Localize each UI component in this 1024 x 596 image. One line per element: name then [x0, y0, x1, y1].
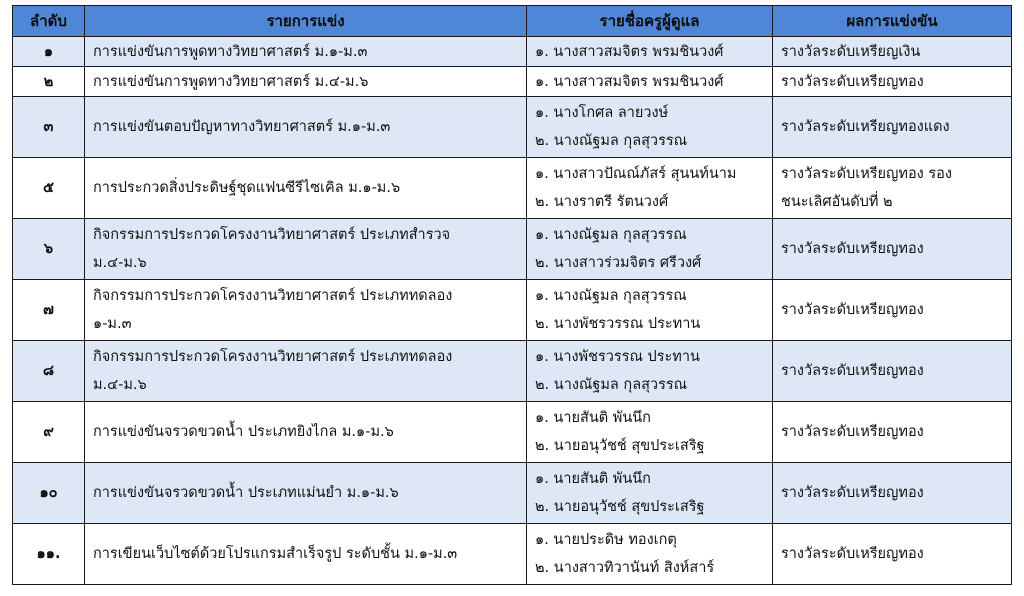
teachers-cell: [527, 280, 773, 341]
teacher-name: ๑. นางสาวสมจิตร พรมชินวงศ์: [535, 73, 724, 90]
teachers-cell: [527, 463, 773, 524]
teachers-cell: [527, 97, 773, 158]
teacher-name: ๑. นายสันติ พันนึก: [535, 410, 651, 426]
competition-cell: [85, 280, 527, 341]
competition-text: การแข่งขันการพูดทางวิทยาศาสตร์ ม.๔-ม.๖: [93, 73, 369, 90]
result-cell: [773, 524, 1012, 585]
result-text: รางวัลระดับเหรียญทอง: [781, 241, 924, 257]
competition-text: การแข่งขันตอบปัญหาทางวิทยาศาสตร์ ม.๑-ม.๓: [93, 119, 391, 135]
header-result: ผลการแข่งขัน: [773, 6, 1012, 37]
table-row: [13, 341, 1012, 402]
teacher-name: ๑. นางพัชรวรรณ ประทาน: [535, 349, 700, 365]
teacher-name: ๑. นางณัฐมล กุลสุวรรณ: [535, 227, 687, 243]
result-cell: [773, 97, 1012, 158]
table-row: [13, 37, 1012, 67]
result-cell: [773, 219, 1012, 280]
result-text: รางวัลระดับเหรียญทอง: [781, 485, 924, 501]
competition-text: กิจกรรมการประกวดโครงงานวิทยาศาสตร์ ประเภททดลอง: [93, 288, 453, 304]
order-cell: ๓: [13, 97, 85, 158]
result-text: รางวัลระดับเหรียญทองแดง: [781, 119, 950, 135]
teacher-name: ๒. นางสาวร่วมจิตร ศรีวงศ์: [535, 255, 702, 271]
competition-text: ม.๔-ม.๖: [93, 377, 147, 393]
order-cell: ๒: [13, 67, 85, 97]
table-row: [13, 67, 1012, 97]
teachers-cell: [527, 158, 773, 219]
result-text: รางวัลระดับเหรียญทอง: [781, 302, 924, 318]
table-row: [13, 402, 1012, 463]
order-cell: ๘: [13, 341, 85, 402]
competition-cell: [85, 341, 527, 402]
teacher-name: ๒. นางณัฐมล กุลสุวรรณ: [535, 133, 688, 149]
teachers-cell: [527, 67, 773, 97]
teacher-name: ๑. นายสันติ พันนึก: [535, 471, 651, 487]
teachers-cell: [527, 402, 773, 463]
results-table-container: [12, 5, 1011, 585]
teacher-name: ๒. นางราตรี รัตนวงศ์: [535, 194, 669, 210]
competition-cell: [85, 67, 527, 97]
table-row: [13, 97, 1012, 158]
teacher-name: ๑. นางโกศล ลายวงษ์: [535, 105, 669, 121]
competition-text: การประกวดสิ่งประดิษฐ์ชุดแฟนซีรีไซเคิล ม.๑-ม.๖: [93, 180, 401, 196]
result-text: รางวัลระดับเหรียญเงิน: [781, 43, 921, 60]
competition-cell: [85, 97, 527, 158]
result-text: รางวัลระดับเหรียญทอง: [781, 424, 924, 440]
competition-text: ม.๔-ม.๖: [93, 255, 147, 271]
competition-text: การแข่งขันจรวดขวดน้ำ ประเภทยิงไกล ม.๑-ม.๖: [93, 424, 394, 440]
result-cell: [773, 67, 1012, 97]
table-row: [13, 280, 1012, 341]
table-row: [13, 463, 1012, 524]
table-row: [13, 158, 1012, 219]
order-cell: ๖: [13, 219, 85, 280]
order-cell: ๗: [13, 280, 85, 341]
teachers-cell: [527, 341, 773, 402]
teachers-cell: [527, 219, 773, 280]
teacher-name: ๒. นางสาวทิวานันท์ สิงห์สาร์: [535, 560, 715, 576]
result-cell: [773, 402, 1012, 463]
table-row: [13, 524, 1012, 585]
competition-text: การแข่งขันการพูดทางวิทยาศาสตร์ ม.๑-ม.๓: [93, 43, 368, 60]
teacher-name: ๒. นายอนุวัชช์ สุขประเสริฐ: [535, 499, 705, 515]
competition-cell: [85, 402, 527, 463]
teachers-cell: [527, 524, 773, 585]
result-text: รางวัลระดับเหรียญทอง: [781, 73, 924, 90]
order-cell: ๕: [13, 158, 85, 219]
header-competition: รายการแข่ง: [85, 6, 527, 37]
result-cell: [773, 158, 1012, 219]
competition-text: กิจกรรมการประกวดโครงงานวิทยาศาสตร์ ประเภททดลอง: [93, 349, 453, 365]
header-teachers: รายชื่อครูผู้ดูแล: [527, 6, 773, 37]
order-cell: ๑: [13, 37, 85, 67]
results-table: [12, 5, 1012, 585]
result-text: รางวัลระดับเหรียญทอง รอง: [781, 166, 952, 182]
result-text: รางวัลระดับเหรียญทอง: [781, 363, 924, 379]
competition-cell: [85, 158, 527, 219]
teacher-name: ๑. นายประดิษ ทองเกตุ: [535, 532, 677, 548]
teacher-name: ๒. นางพัชรวรรณ ประทาน: [535, 316, 701, 332]
table-header-row: [13, 6, 1012, 37]
teachers-cell: [527, 37, 773, 67]
competition-text: ๑-ม.๓: [93, 316, 132, 332]
header-order: ลำดับ: [13, 6, 85, 37]
table-row: [13, 219, 1012, 280]
competition-cell: [85, 524, 527, 585]
teacher-name: ๑. นางสาวปัณณ์ภัสร์ สุนนท์นาม: [535, 166, 737, 182]
teacher-name: ๒. นายอนุวัชช์ สุขประเสริฐ: [535, 438, 705, 454]
order-cell: ๙: [13, 402, 85, 463]
competition-text: การเขียนเว็บไซต์ด้วยโปรแกรมสำเร็จรูป ระดับชั้น ม.๑-ม.๓: [93, 546, 458, 562]
competition-cell: [85, 219, 527, 280]
result-text: รางวัลระดับเหรียญทอง: [781, 546, 924, 562]
result-text: ชนะเลิศอันดับที่ ๒: [781, 194, 893, 210]
teacher-name: ๑. นางณัฐมล กุลสุวรรณ: [535, 288, 687, 304]
competition-text: กิจกรรมการประกวดโครงงานวิทยาศาสตร์ ประเภทสำรวจ: [93, 227, 451, 243]
result-cell: [773, 463, 1012, 524]
result-cell: [773, 37, 1012, 67]
teacher-name: ๒. นางณัฐมล กุลสุวรรณ: [535, 377, 688, 393]
competition-cell: [85, 463, 527, 524]
order-cell: ๑๑.: [13, 524, 85, 585]
result-cell: [773, 280, 1012, 341]
competition-cell: [85, 37, 527, 67]
order-cell: ๑๐: [13, 463, 85, 524]
result-cell: [773, 341, 1012, 402]
teacher-name: ๑. นางสาวสมจิตร พรมชินวงศ์: [535, 43, 724, 60]
competition-text: การแข่งขันจรวดขวดน้ำ ประเภทแม่นยำ ม.๑-ม.๖: [93, 485, 399, 501]
